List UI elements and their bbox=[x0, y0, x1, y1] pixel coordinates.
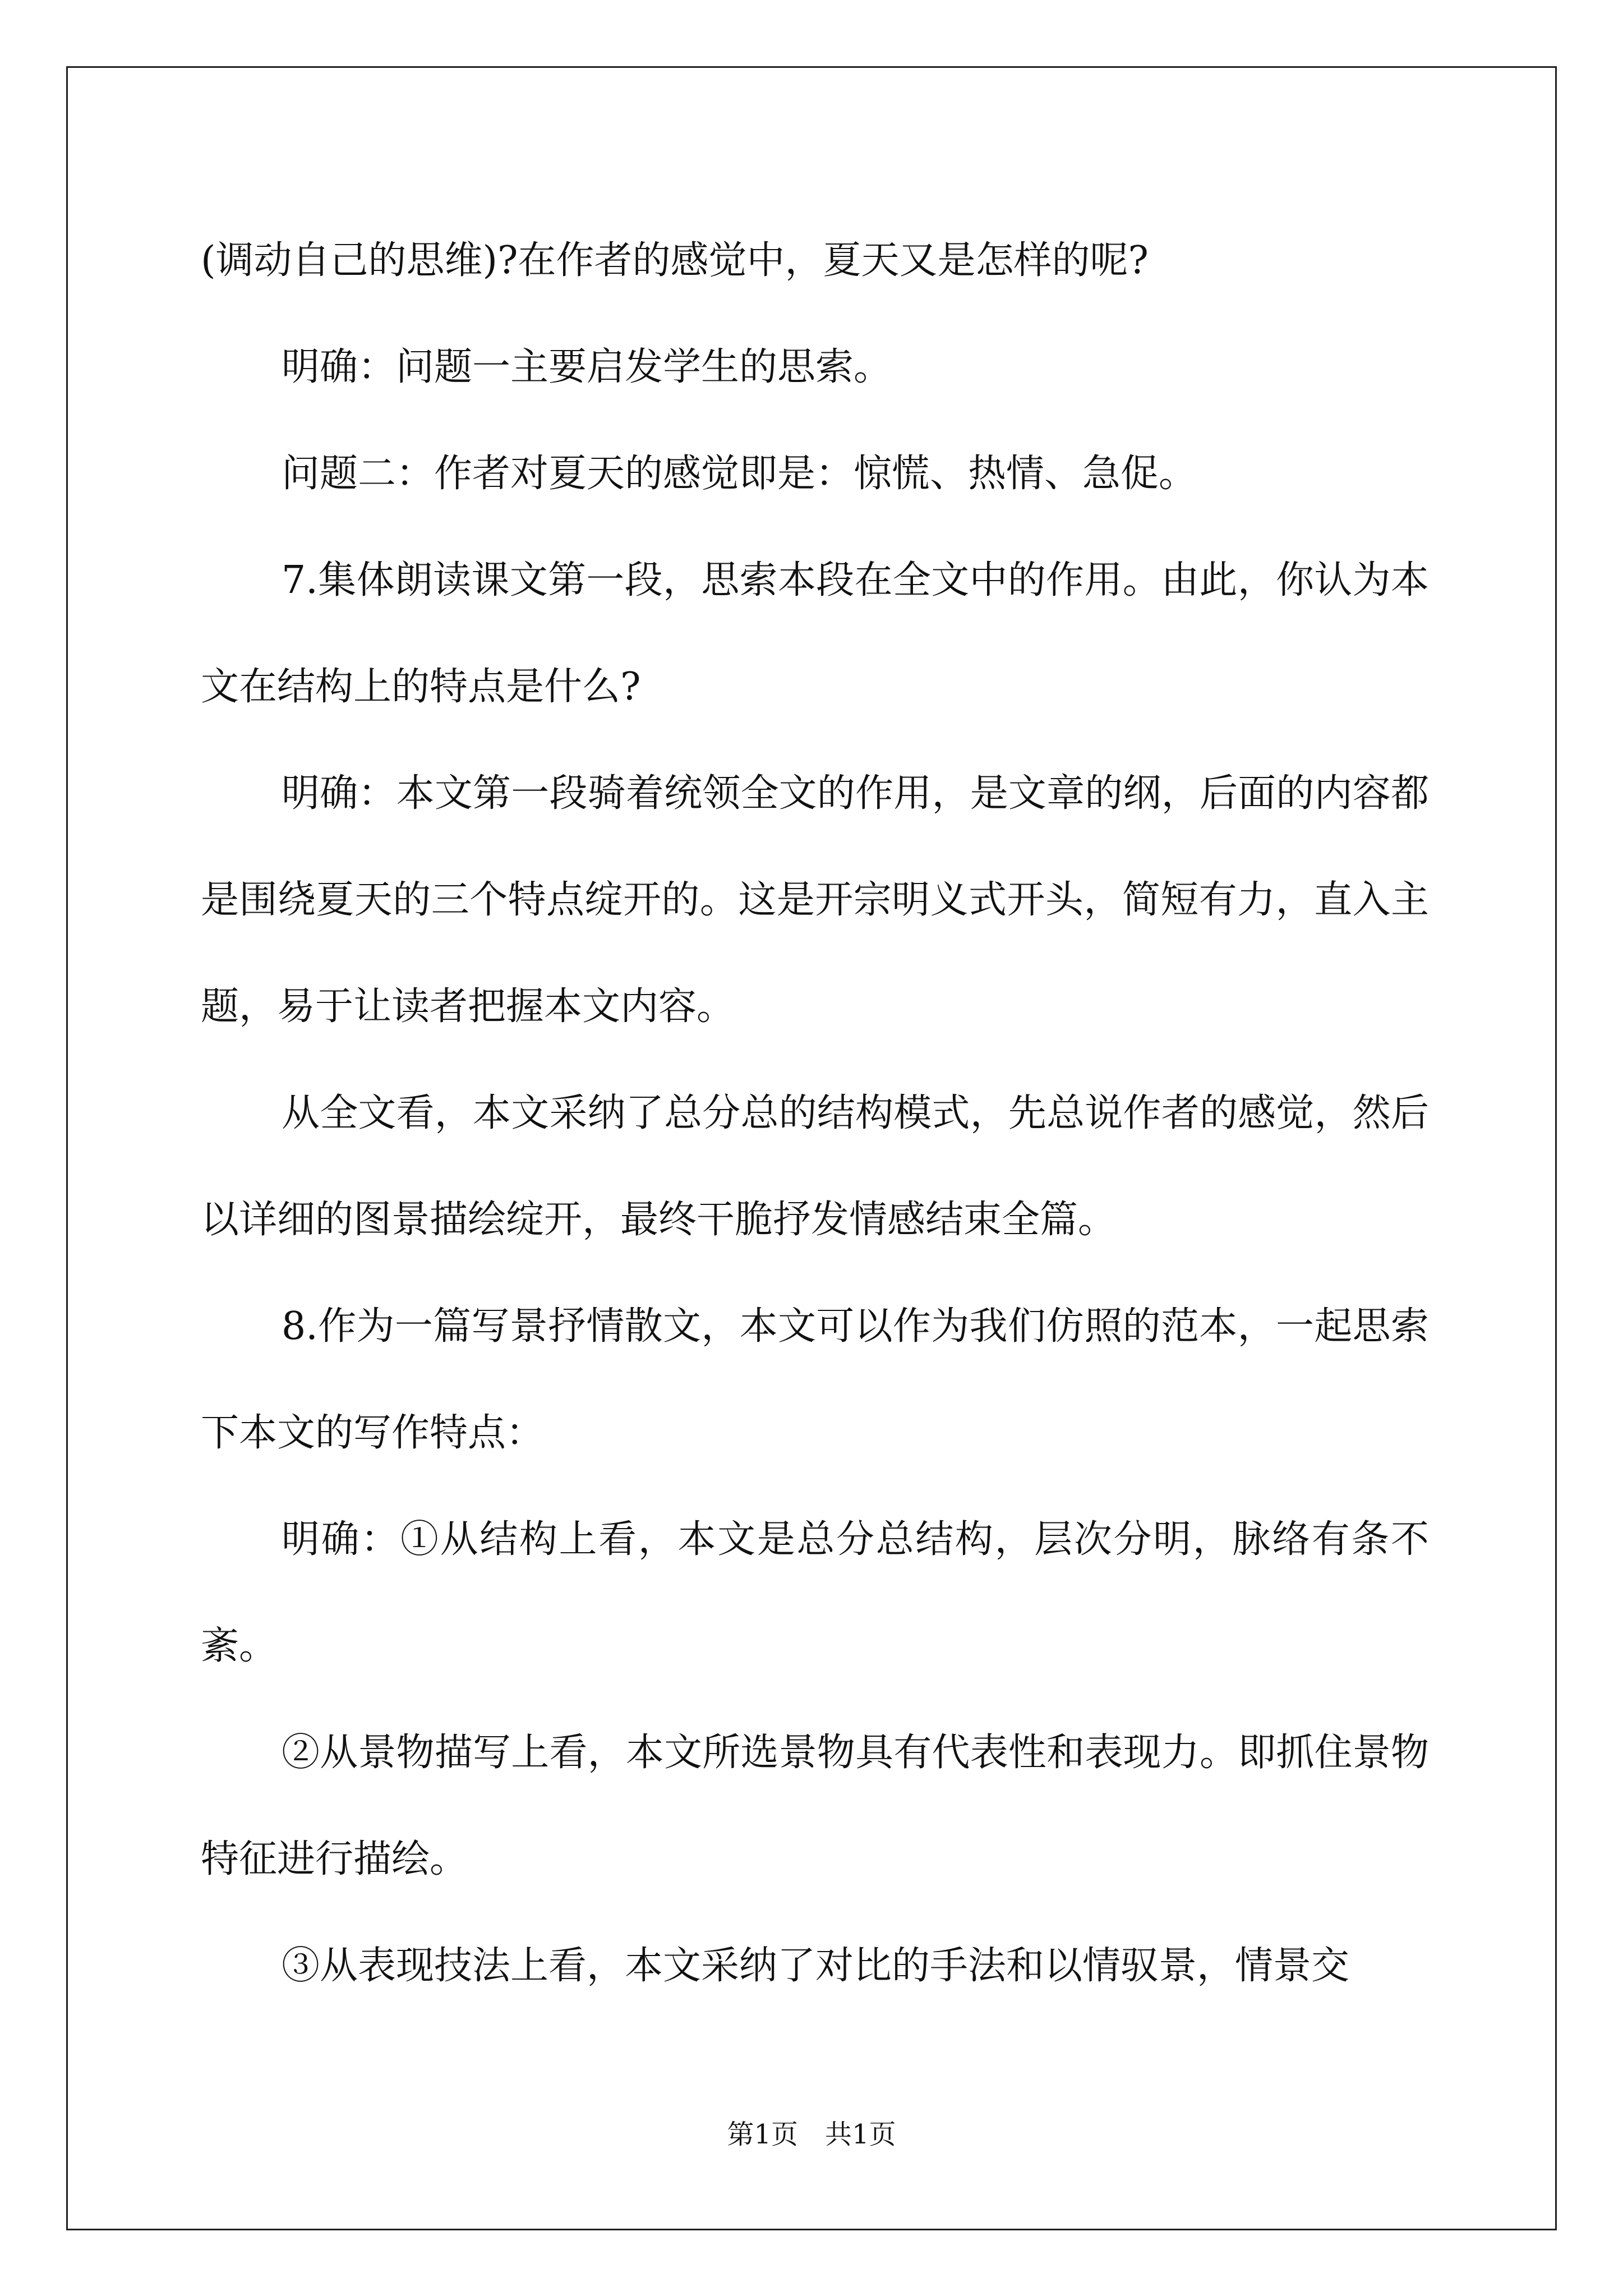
paragraph: ③从表现技法上看，本文采纳了对比的手法和以情驭景，情景交 bbox=[282, 1944, 1350, 1988]
paragraph: 7.集体朗读课文第一段，思索本段在全文中的作用。由此，你认为本文在结构上的特点是什么? bbox=[201, 558, 1429, 709]
paragraph: 明确：本文第一段骑着统领全文的作用，是文章的纲，后面的内容都是围绕夏天的三个特点绽开的。这是开宗明义式开头，简短有力，直入主题，易于让读者把握本文内容。 bbox=[201, 771, 1429, 1029]
page-footer: 第1页 共1页 bbox=[727, 2119, 896, 2150]
paragraph: 明确：问题一主要启发学生的思索。 bbox=[282, 345, 892, 389]
paragraph: 问题二：作者对夏天的感觉即是：惊慌、热情、急促。 bbox=[282, 452, 1197, 496]
paragraph: 从全文看，本文采纳了总分总的结构模式，先总说作者的感觉，然后以详细的图景描绘绽开，最终干脆抒发情感结束全篇。 bbox=[201, 1091, 1429, 1242]
paragraph: (调动自己的思维)?在作者的感觉中，夏天又是怎样的呢? bbox=[201, 238, 1149, 283]
document-body bbox=[201, 208, 1429, 2019]
paragraph: 8.作为一篇写景抒情散文，本文可以作为我们仿照的范本，一起思索下本文的写作特点： bbox=[201, 1304, 1429, 1455]
paragraph: ②从景物描写上看，本文所选景物具有代表性和表现力。即抓住景物特征进行描绘。 bbox=[201, 1731, 1429, 1881]
paragraph: 明确：①从结构上看，本文是总分总结构，层次分明，脉络有条不紊。 bbox=[201, 1517, 1429, 1668]
